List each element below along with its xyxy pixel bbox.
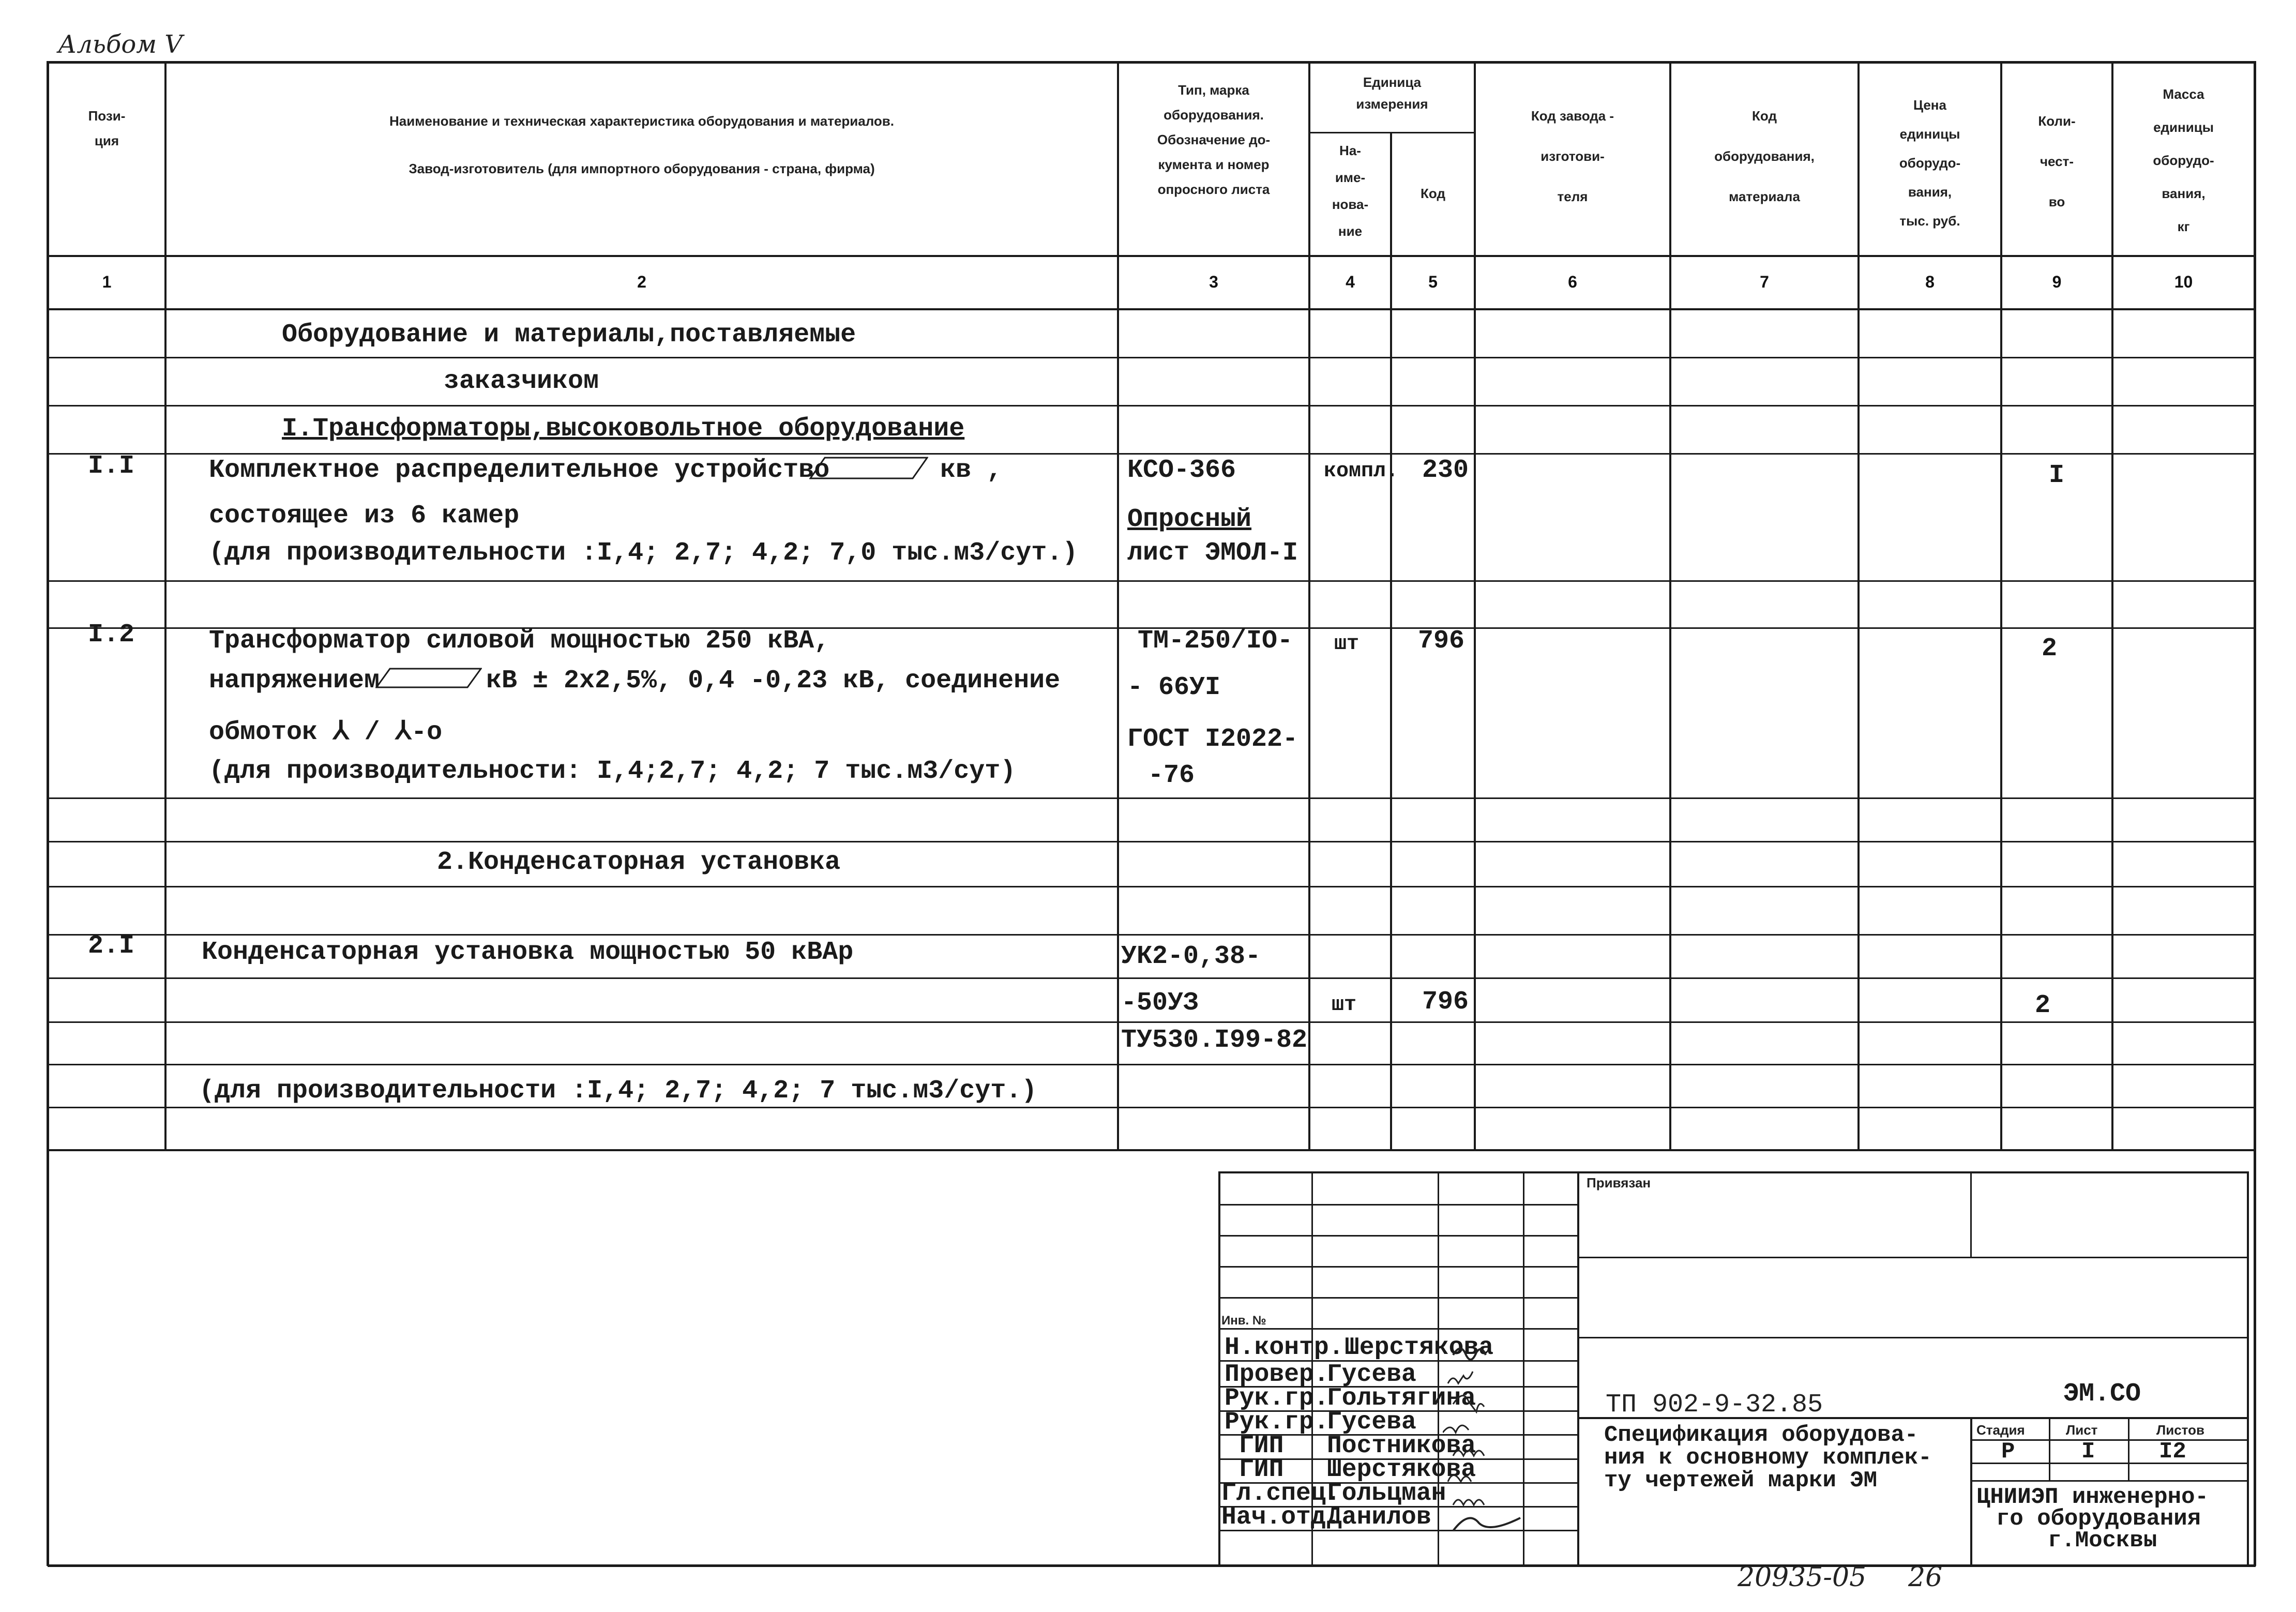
col-number-2: 2 <box>637 273 646 291</box>
name-7: Данилов <box>1327 1503 1431 1531</box>
name-2: Гольтягина <box>1327 1384 1476 1412</box>
item-2-1-type-line1: УК2-0,38- <box>1121 942 1261 971</box>
item-1-2-unit-code: 796 <box>1418 626 1465 656</box>
footer-stamp: 20935-05 <box>1738 1562 1867 1593</box>
col-number-3: 3 <box>1209 273 1218 291</box>
name-0: Шерстякова <box>1345 1334 1494 1362</box>
item-1-1-quantity: I <box>2049 461 2065 490</box>
header-manufacturer-code: Код завода - изготови- теля <box>1531 108 1614 204</box>
organization-line2: го оборудования <box>1996 1506 2201 1532</box>
stage-label: Стадия <box>1976 1422 2025 1438</box>
header-mass: Масса единицы оборудо- вания, кг <box>2153 86 2214 234</box>
item-2-1-quantity: 2 <box>2035 991 2051 1020</box>
col-number-1: 1 <box>102 273 112 291</box>
item-1-1-position: I.I <box>88 451 135 481</box>
role-5: ГИП <box>1239 1456 1284 1484</box>
item-1-1-unit-code: 230 <box>1422 456 1469 485</box>
name-3: Гусева <box>1327 1408 1416 1436</box>
item-1-2-position: I.2 <box>88 620 135 650</box>
subsection-2-title: 2.Конденсаторная установка <box>437 848 841 877</box>
role-2: Рук.гр. <box>1225 1384 1329 1412</box>
item-2-1-name-line4: (для производительности :I,4; 2,7; 4,2; 7 тыс.м3/сут.) <box>199 1076 1037 1106</box>
item-1-1-type-line2: Опросный <box>1127 505 1252 534</box>
name-4: Постникова <box>1327 1432 1476 1460</box>
header-quantity: Коли- чест- во <box>2038 113 2076 209</box>
header-equipment-code: Код оборудования, материала <box>1714 108 1815 204</box>
role-3: Рук.гр. <box>1225 1408 1329 1436</box>
document-title-line2: ния к основному комплек- <box>1604 1445 1932 1471</box>
organization-line3: г.Москвы <box>2048 1528 2157 1554</box>
header-type: Тип, марка оборудования. Обозначение до- кумента и номер опросного листа <box>1157 82 1271 197</box>
header-unit-code: Код <box>1421 186 1445 201</box>
section-title-line1: Оборудование и материалы,поставляемые <box>282 320 856 350</box>
role-0: Н.контр. <box>1225 1334 1344 1362</box>
header-unit-name: На- имe- нова- ние <box>1332 143 1369 239</box>
col-number-7: 7 <box>1760 273 1769 291</box>
item-1-2-name-a: напряжением <box>209 666 380 696</box>
header-name: Наименование и техническая характеристика оборудования и материалов. Завод-изготовитель (для импортного оборудования - страна, фирма) <box>389 113 894 176</box>
item-1-2-name-line4: (для производительности: I,4;2,7; 4,2; 7 тыс.м3/сут) <box>209 757 1016 786</box>
header-price: Цена единицы оборудо- вания, тыс. руб. <box>1899 97 1961 229</box>
item-1-1-name-a: Комплектное распределительное устройство <box>209 456 830 485</box>
sheet-value: I <box>2081 1439 2095 1465</box>
document-number: ТП 902-9-32.85 <box>1606 1390 1823 1420</box>
item-1-2-type-line3: ГОСТ I2022- <box>1127 725 1298 754</box>
item-2-1-unit: шт <box>1332 993 1357 1017</box>
item-2-1-type-line2: -50УЗ <box>1121 988 1199 1018</box>
item-1-2-type-line2: - 66УI <box>1127 673 1221 702</box>
sheets-label: Листов <box>2156 1422 2204 1438</box>
col-number-9: 9 <box>2052 273 2062 291</box>
subsection-1-title: I.Трансформаторы,высоковольтное оборудование <box>282 414 965 444</box>
role-4: ГИП <box>1239 1432 1284 1460</box>
document-title-line1: Спецификация оборудова- <box>1604 1422 1919 1448</box>
document-mark: ЭМ.СО <box>2063 1379 2141 1409</box>
role-1: Провер. <box>1225 1361 1329 1389</box>
voltage-blank-box-icon <box>809 456 928 480</box>
signatures-icon <box>1443 1332 1582 1539</box>
item-1-1-type-line3: лист ЭМОЛ-I <box>1127 538 1298 568</box>
item-2-1-type-line3: ТУ530.I99-82 <box>1121 1026 1308 1055</box>
item-1-2-type-line4: -76 <box>1148 761 1195 790</box>
name-6: Гольцман <box>1327 1480 1446 1508</box>
sheet-label: Лист <box>2066 1422 2098 1438</box>
item-1-1-name-b: кв , <box>940 456 1003 485</box>
organization-line1: ЦНИИЭП инженерно- <box>1976 1484 2209 1510</box>
item-2-1-name-line1: Конденсаторная установка мощностью 50 кВАр <box>202 938 854 967</box>
col-number-4: 4 <box>1346 273 1355 291</box>
item-1-2-unit: шт <box>1334 632 1360 656</box>
col-number-10: 10 <box>2174 273 2193 291</box>
inventory-number-label: Инв. № <box>1221 1314 1266 1328</box>
item-1-1-name-line3: (для производительности :I,4; 2,7; 4,2; 7,0 тыс.м3/сут.) <box>209 538 1078 568</box>
item-2-1-unit-code: 796 <box>1422 987 1469 1017</box>
document-title-line3: ту чертежей марки ЭМ <box>1604 1468 1878 1494</box>
col-number-8: 8 <box>1925 273 1935 291</box>
album-label: Альбом V <box>58 30 183 59</box>
privyazan-label: Привязан <box>1587 1175 1651 1191</box>
item-1-1-type-line1: КСО-366 <box>1127 456 1236 485</box>
name-5: Шерстякова <box>1327 1456 1476 1484</box>
header-position: Пози- ция <box>88 108 126 148</box>
role-6: Гл.спец. <box>1221 1480 1341 1508</box>
col-number-6: 6 <box>1568 273 1577 291</box>
item-1-2-name-line3: обмоток ⅄ / ⅄-о <box>209 718 443 747</box>
item-1-2-name-b: кВ ± 2х2,5%, 0,4 -0,23 кВ, соединение <box>486 666 1061 696</box>
header-unit-group: Единица измерения <box>1356 74 1428 112</box>
name-1: Гусева <box>1327 1361 1416 1389</box>
stage-value: Р <box>2001 1439 2015 1465</box>
item-1-2-type-line1: ТМ-250/IO- <box>1138 626 1293 656</box>
voltage-blank-box-icon <box>375 667 482 689</box>
role-7: Нач.отд. <box>1221 1503 1341 1531</box>
item-1-2-name-line1: Трансформатор силовой мощностью 250 кВА, <box>209 626 830 656</box>
item-2-1-position: 2.I <box>88 931 135 961</box>
col-number-5: 5 <box>1428 273 1438 291</box>
item-1-1-unit: компл. <box>1324 460 1399 483</box>
section-title-line2: заказчиком <box>444 367 599 396</box>
item-1-1-name-line2: состоящее из 6 камер <box>209 501 520 531</box>
footer-page-number: 26 <box>1908 1562 1943 1593</box>
item-1-2-quantity: 2 <box>2042 634 2058 664</box>
sheets-value: I2 <box>2159 1439 2186 1465</box>
